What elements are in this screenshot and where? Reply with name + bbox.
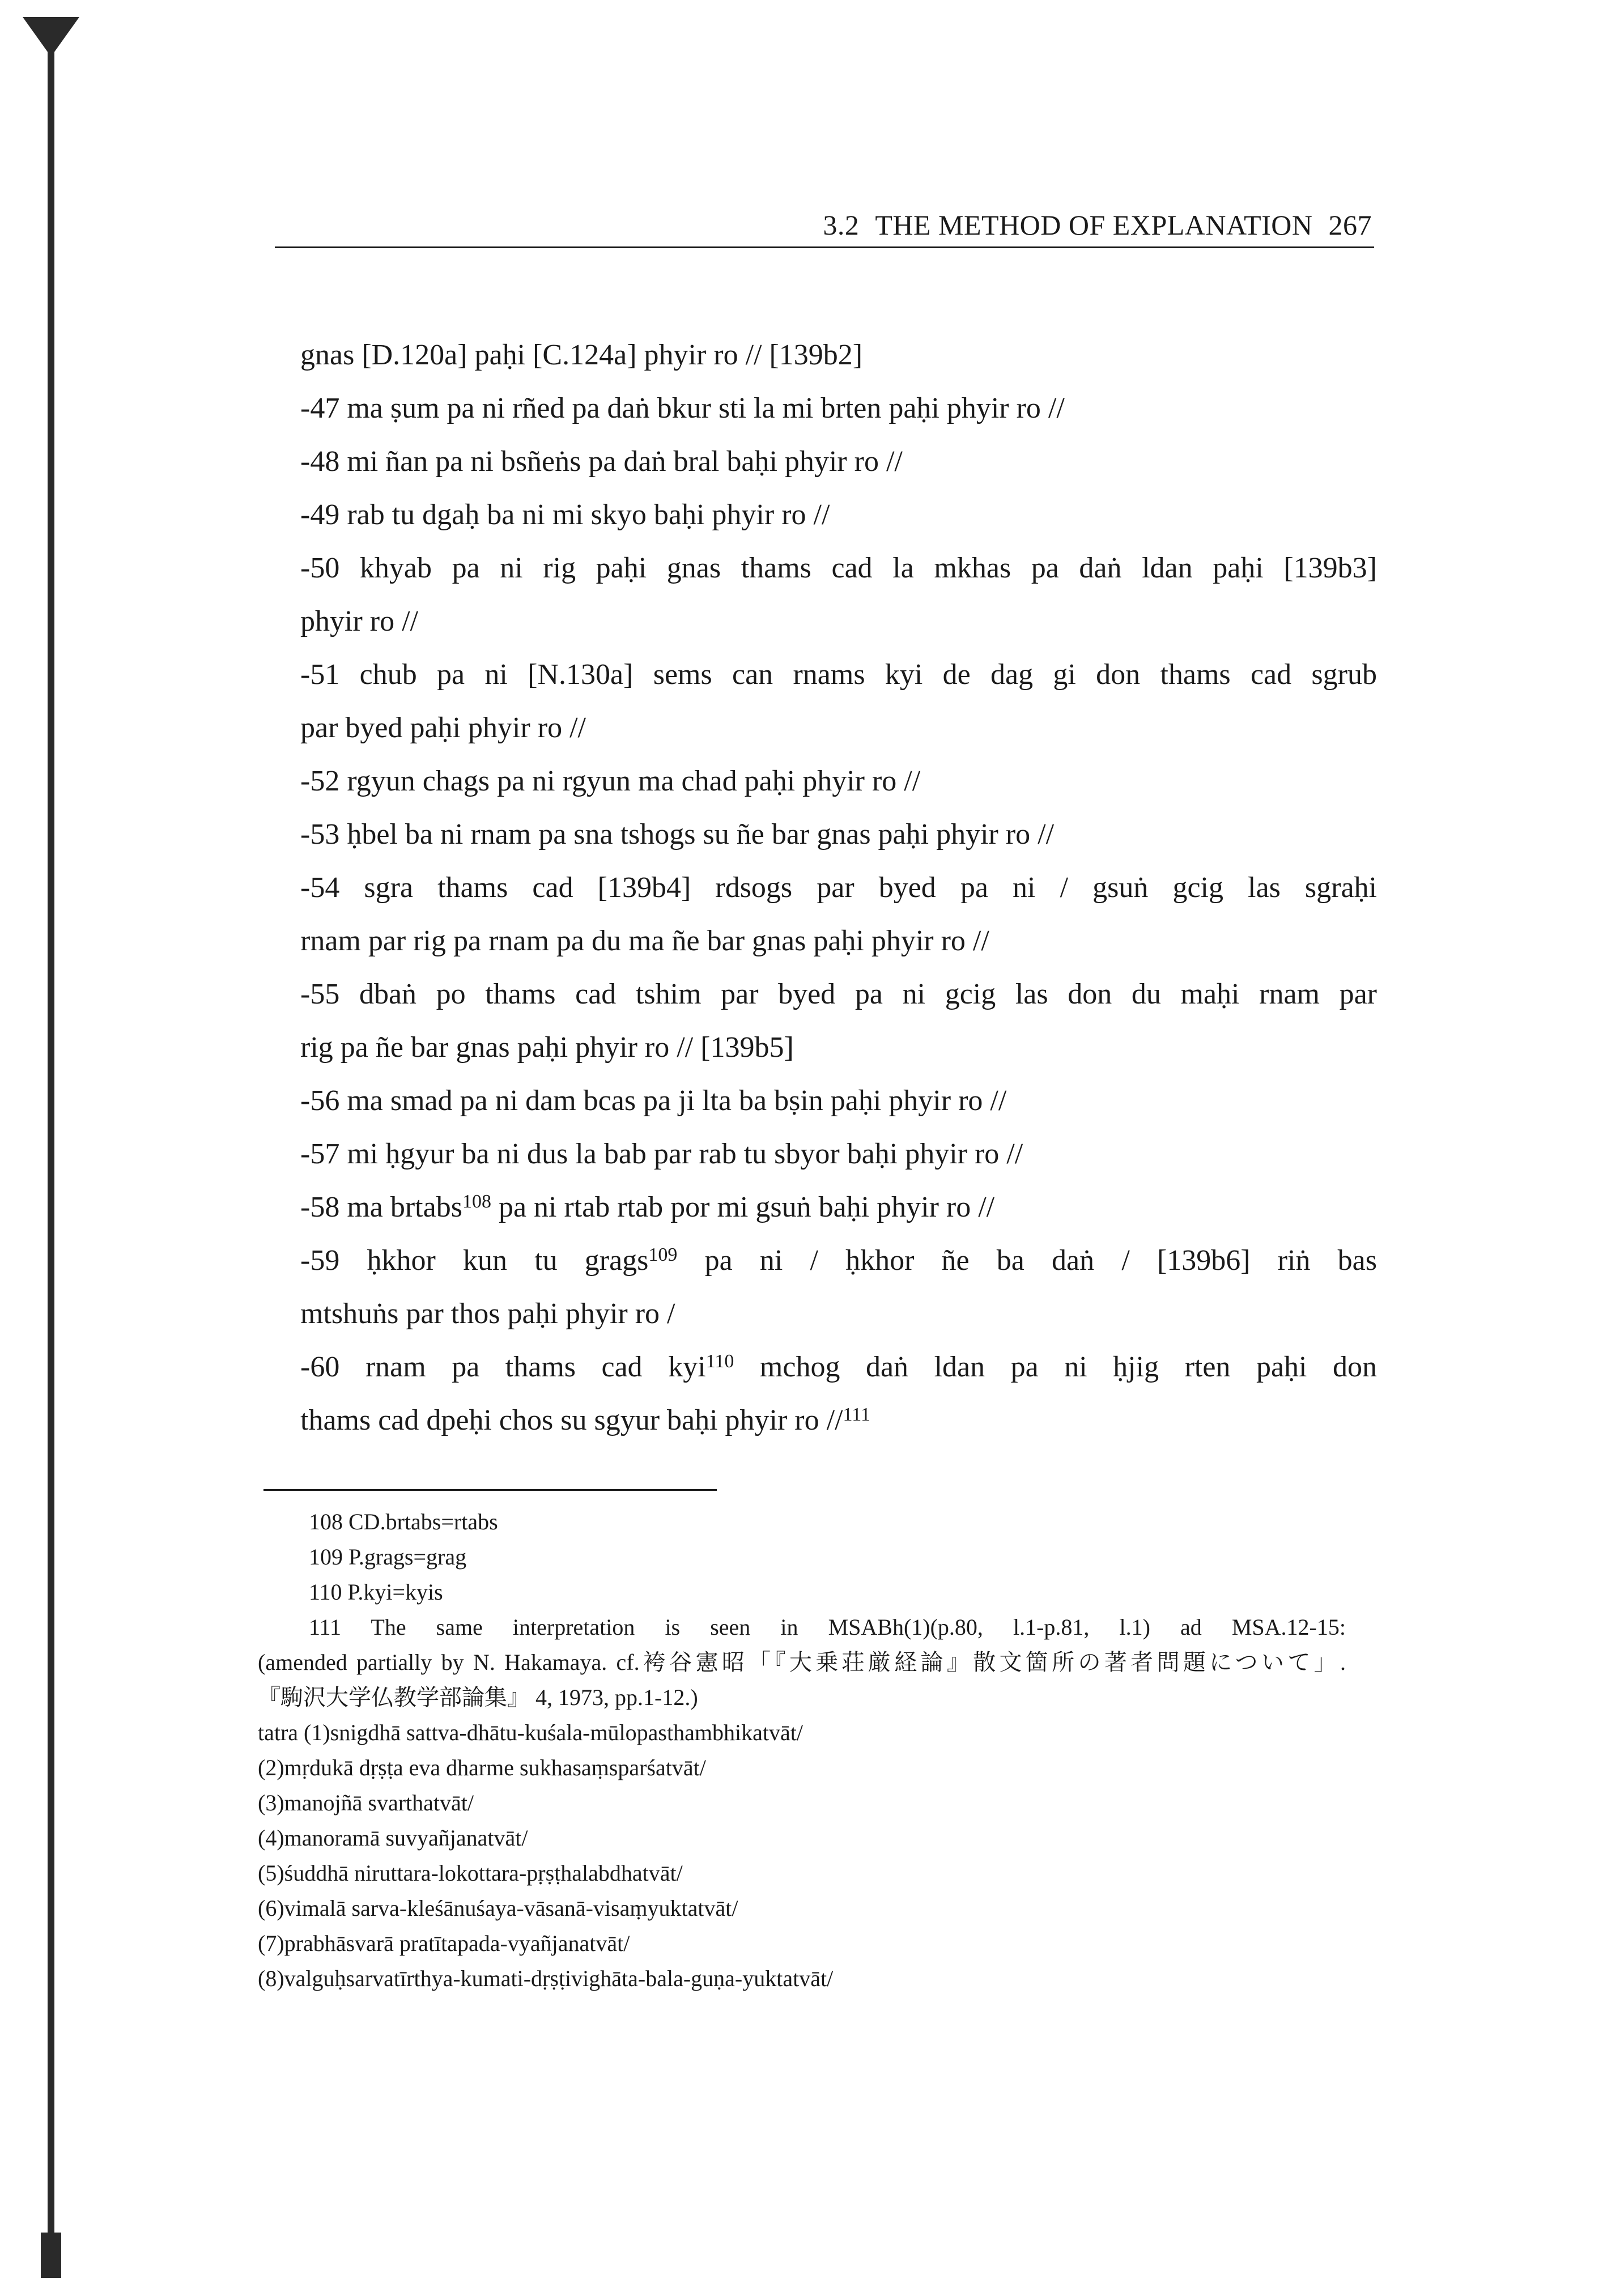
- text-line: phyir ro //: [300, 605, 418, 637]
- text-segment: thams cad dpeḥi chos su sgyur baḥi phyir ro //: [300, 1404, 843, 1436]
- footnote-110: 110 P.kyi=kyis: [309, 1579, 443, 1605]
- text-line: -57 mi ḥgyur ba ni dus la bab par rab tu sbyor baḥi phyir ro //: [300, 1138, 1023, 1170]
- text-segment: -60 rnam pa thams cad kyi: [300, 1351, 706, 1383]
- text-line: mtshuṅs par thos paḥi phyir ro /: [300, 1298, 675, 1330]
- footnote-111: 111 The same interpretation is seen in MSABh(1)(p.80, l.1-p.81, l.1) ad MSA.12-15:: [309, 1614, 1346, 1640]
- sanskrit-line: (6)vimalā sarva-kleśānuśaya-vāsanā-visaṃyuktatvāt/: [258, 1895, 738, 1921]
- text-line: -51 chub pa ni [N.130a] sems can rnams kyi de dag gi don thams cad sgrub: [300, 658, 1377, 691]
- footnote-109: 109 P.grags=grag: [309, 1544, 467, 1570]
- main-text: [300, 329, 1377, 1447]
- binding-edge-bottom: [41, 2233, 61, 2278]
- text-line: -50 khyab pa ni rig paḥi gnas thams cad la mkhas pa daṅ ldan paḥi [139b3]: [300, 552, 1377, 584]
- binding-edge: [48, 19, 54, 2274]
- text-line: [300, 1234, 1377, 1287]
- text-line: [300, 1341, 1377, 1394]
- text-line: [300, 1394, 1377, 1447]
- footnote-111-cont: 『駒沢大学仏教学部論集』 4, 1973, pp.1-12.): [258, 1685, 698, 1710]
- text-line: -48 mi ñan pa ni bsñeṅs pa daṅ bral baḥi phyir ro //: [300, 445, 903, 478]
- running-header-text: [807, 209, 1372, 241]
- text-line: gnas [D.120a] paḥi [C.124a] phyir ro // [139b2]: [300, 339, 863, 371]
- text-segment: -59 ḥkhor kun tu grags: [300, 1244, 649, 1277]
- sanskrit-line: (8)valguḥsarvatīrthya-kumati-dṛṣṭivighāta-bala-guṇa-yuktatvāt/: [258, 1966, 834, 1991]
- text-line: rig pa ñe bar gnas paḥi phyir ro // [139b5]: [300, 1031, 794, 1064]
- footnote-ref-110: 110: [705, 1351, 734, 1372]
- text-line: -49 rab tu dgaḥ ba ni mi skyo baḥi phyir ro //: [300, 499, 830, 531]
- text-line: rnam par rig pa rnam pa du ma ñe bar gnas paḥi phyir ro //: [300, 925, 989, 957]
- text-segment: pa ni rtab rtab por mi gsuṅ baḥi phyir ro //: [491, 1191, 995, 1223]
- footnote-108: 108 CD.brtabs=rtabs: [309, 1509, 498, 1534]
- text-segment: mchog daṅ ldan pa ni ḥjig rten paḥi don: [734, 1351, 1377, 1383]
- sanskrit-line: (4)manoramā suvyañjanatvāt/: [258, 1825, 528, 1851]
- footnote-rule: [263, 1489, 717, 1491]
- text-line: par byed paḥi phyir ro //: [300, 712, 586, 744]
- sanskrit-line: (2)mṛdukā dṛṣṭa eva dharme sukhasaṃsparśatvāt/: [258, 1755, 706, 1780]
- footnote-111-cont: (amended partially by N. Hakamaya. cf.袴谷憲昭「『大乗荘厳経論』散文箇所の著者問題について」.: [258, 1649, 1346, 1675]
- footnote-ref-111: 111: [843, 1404, 870, 1425]
- text-line: [300, 1181, 1377, 1234]
- section-number: 3.2: [823, 209, 860, 241]
- sanskrit-line: (5)śuddhā niruttara-lokottara-pṛṣṭhalabdhatvāt/: [258, 1860, 683, 1886]
- sanskrit-line: (3)manojñā svarthatvāt/: [258, 1790, 474, 1815]
- text-line: -55 dbaṅ po thams cad tshim par byed pa ni gcig las don du maḥi rnam par: [300, 978, 1377, 1010]
- text-line: -53 ḥbel ba ni rnam pa sna tshogs su ñe bar gnas paḥi phyir ro //: [300, 818, 1055, 851]
- text-line: -52 rgyun chags pa ni rgyun ma chad paḥi phyir ro //: [300, 765, 921, 797]
- footnote-ref-108: 108: [462, 1191, 491, 1212]
- section-title: THE METHOD OF EXPLANATION: [875, 209, 1313, 241]
- footnote-ref-109: 109: [648, 1244, 678, 1265]
- sanskrit-line: (7)prabhāsvarā pratītapada-vyañjanatvāt/: [258, 1931, 630, 1956]
- sanskrit-line: tatra (1)snigdhā sattva-dhātu-kuśala-mūlopasthambhikatvāt/: [258, 1720, 803, 1745]
- text-line: -56 ma smad pa ni dam bcas pa ji lta ba bṣin paḥi phyir ro //: [300, 1085, 1007, 1117]
- text-line: -47 ma ṣum pa ni rñed pa daṅ bkur sti la mi brten paḥi phyir ro //: [300, 392, 1065, 424]
- running-header: [275, 209, 1374, 248]
- page-number: 267: [1328, 209, 1372, 241]
- text-segment: -58 ma brtabs: [300, 1191, 462, 1223]
- text-line: -54 sgra thams cad [139b4] rdsogs par byed pa ni / gsuṅ gcig las sgraḥi: [300, 871, 1377, 904]
- text-segment: pa ni / ḥkhor ñe ba daṅ / [139b6] riṅ bas: [677, 1244, 1377, 1277]
- header-rule: [275, 246, 1374, 248]
- footnotes: [258, 1504, 1346, 1996]
